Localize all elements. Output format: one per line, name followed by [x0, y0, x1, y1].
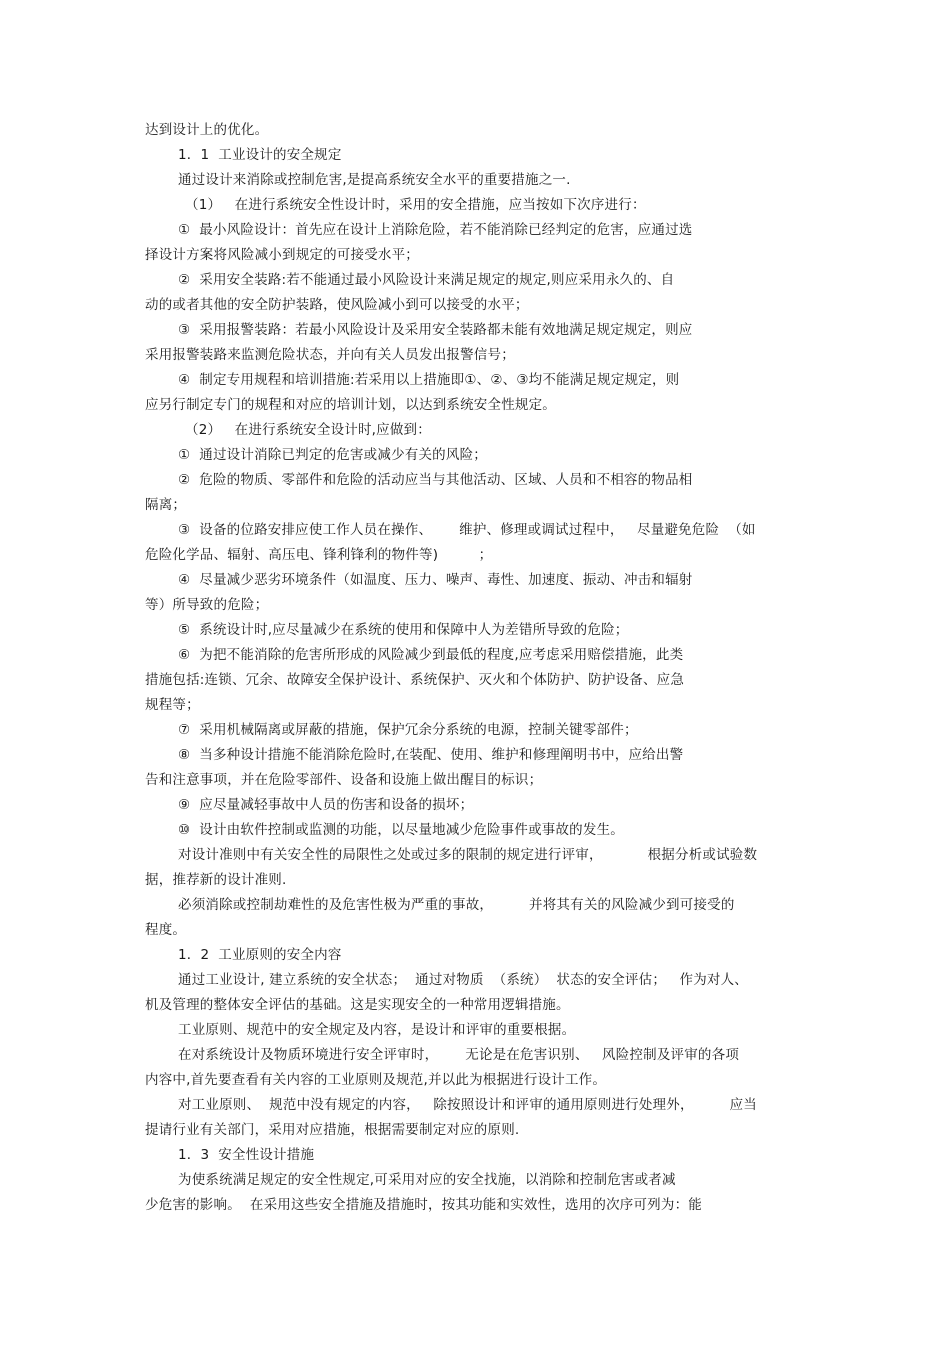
list-item: ② 危险的物质、零部件和危险的活动应当与其他活动、区域、人员和不相容的物品相: [178, 472, 693, 488]
paragraph-line: 机及管理的整体安全评估的基础。这是实现安全的一种常用逻辑措施。: [145, 997, 570, 1013]
paragraph-line: 动的或者其他的安全防护装路，使风险减小到可以接受的水平；: [145, 297, 529, 313]
subsection-heading: （1） 在进行系统安全性设计时，采用的安全措施，应当按如下次序进行：: [185, 197, 646, 213]
list-item: ⑩ 设计由软件控制或监测的功能，以尽量地减少危险事件或事故的发生。: [178, 822, 624, 838]
list-item: ① 通过设计消除已判定的危害或减少有关的风险；: [178, 447, 487, 463]
section-heading-1-2: 1．2 工业原则的安全内容: [178, 947, 342, 963]
paragraph-line: 等）所导致的危险；: [145, 597, 269, 613]
paragraph-line: 为使系统满足规定的安全性规定,可采用对应的安全找施，以消除和控制危害或者减: [178, 1172, 676, 1188]
paragraph-line: 通过工业设计, 建立系统的安全状态； 通过对物质 （系统） 状态的安全评估； 作为对人、: [178, 972, 749, 988]
paragraph-line: 对工业原则、 规范中没有规定的内容， 除按照设计和评审的通用原则进行处理外， 应当: [178, 1097, 757, 1113]
paragraph-line: 告和注意事项，并在危险零部件、设备和设施上做出醒目的标识；: [145, 772, 543, 788]
paragraph-line: 达到设计上的优化。: [145, 122, 269, 138]
list-item: ⑥ 为把不能消除的危害所形成的风险减少到最低的程度,应考虑采用赔偿措施，此类: [178, 647, 684, 663]
list-item: ③ 采用报警装路：若最小风险设计及采用安全装路都未能有效地满足规定规定，则应: [178, 322, 693, 338]
paragraph-line: 规程等；: [145, 697, 200, 713]
paragraph-line: 对设计准则中有关安全性的局限性之处或过多的限制的规定进行评审， 根据分析或试验数: [178, 847, 758, 863]
paragraph-line: 应另行制定专门的规程和对应的培训计划，以达到系统安全性规定。: [145, 397, 556, 413]
list-item: ⑨ 应尽量减轻事故中人员的伤害和设备的损坏；: [178, 797, 474, 813]
document-body: [145, 118, 815, 1218]
paragraph-line: 少危害的影响。 在采用这些安全措施及措施时，按其功能和实效性，选用的次序可列为：能: [145, 1197, 702, 1213]
paragraph-line: 危险化学品、辐射、高压电、锋利锋利的物件等) ；: [145, 547, 493, 563]
list-item: ⑧ 当多种设计措施不能消除危险时,在装配、使用、维护和修理阐明书中，应给出警: [178, 747, 684, 763]
paragraph-line: 通过设计来消除或控制危害,是提高系统安全水平的重要措施之一.: [178, 172, 571, 188]
list-item: ⑤ 系统设计时,应尽量减少在系统的使用和保障中人为差错所导致的危险；: [178, 622, 629, 638]
paragraph-line: 内容中,首先要查看有关内容的工业原则及规范,并以此为根据进行设计工作。: [145, 1072, 607, 1088]
paragraph-line: 采用报警装路来监测危险状态，并向有关人员发出报警信号；: [145, 347, 515, 363]
section-heading-1-3: 1．3 安全性设计措施: [178, 1147, 315, 1163]
subsection-heading: （2） 在进行系统安全设计时,应做到：: [185, 422, 431, 438]
paragraph-line: 据，推荐新的设计准则.: [145, 872, 287, 888]
paragraph-line: 必须消除或控制劫难性的及危害性极为严重的事故， 并将其有关的风险减少到可接受的: [178, 897, 735, 913]
paragraph-line: 措施包括:连锁、冗余、故障安全保护设计、系统保护、灭火和个体防护、防护设备、应急: [145, 672, 685, 688]
paragraph-line: 在对系统设计及物质环境进行安全评审时， 无论是在危害识别、 风险控制及评审的各项: [178, 1047, 740, 1063]
list-item: ④ 尽量减少恶劣环境条件（如温度、压力、噪声、毒性、加速度、振动、冲击和辐射: [178, 572, 693, 588]
paragraph-line: 程度。: [145, 922, 187, 938]
list-item: ④ 制定专用规程和培训措施:若采用以上措施即①、②、③均不能满足规定规定，则: [178, 372, 680, 388]
paragraph-line: 提请行业有关部门，采用对应措施，根据需要制定对应的原则.: [145, 1122, 520, 1138]
paragraph-line: 隔离；: [145, 497, 187, 513]
list-item: ② 采用安全装路:若不能通过最小风险设计来满足规定的规定,则应采用永久的、自: [178, 272, 675, 288]
paragraph-line: 择设计方案将风险减小到规定的可接受水平；: [145, 247, 419, 263]
section-heading-1-1: 1．1 工业设计的安全规定: [178, 147, 342, 163]
list-item: ① 最小风险设计：首先应在设计上消除危险，若不能消除已经判定的危害，应通过选: [178, 222, 693, 238]
list-item: ③ 设备的位路安排应使工作人员在操作、 维护、修理或调试过程中， 尽量避免危险 （如: [178, 522, 756, 538]
paragraph-line: 工业原则、规范中的安全规定及内容，是设计和评审的重要根据。: [178, 1022, 576, 1038]
list-item: ⑦ 采用机械隔离或屏蔽的措施，保护冗余分系统的电源，控制关键零部件；: [178, 722, 638, 738]
